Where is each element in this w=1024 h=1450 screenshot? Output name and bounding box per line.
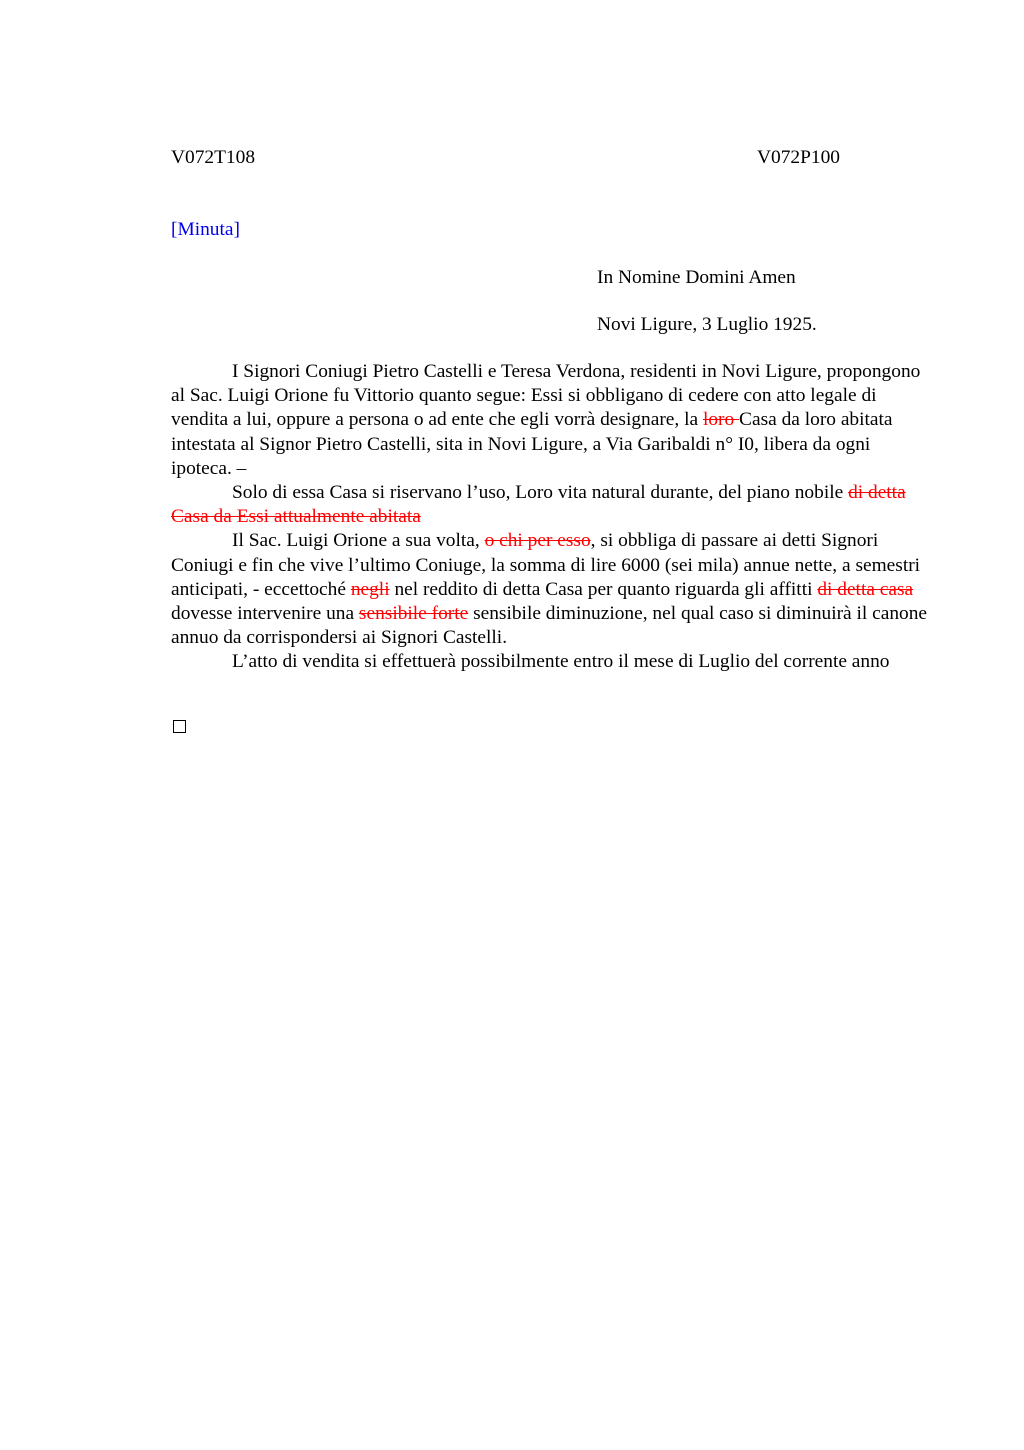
deleted-text: loro [702, 409, 740, 431]
deleted-text: o chi per esso [484, 530, 591, 552]
paragraph-3 [171, 529, 931, 650]
header-right-code: V072P100 [757, 147, 840, 168]
deleted-text: di detta Casa da Essi attualmente abitata [171, 482, 906, 528]
invocation-line: In Nomine Domini Amen [597, 267, 796, 288]
text-run: I Signori Coniugi Pietro Castelli e Teresa Verdona, residenti in Novi Ligure, propongono al Sac. Luigi Orione fu Vittorio quanto segue: Essi si obbligano di cedere con atto legale di vendita a lui, oppure a persona o ad ente che egli vorrà designare, la [171, 361, 921, 431]
minuta-label: [Minuta] [171, 219, 240, 240]
paragraph-1 [171, 360, 931, 481]
end-marker-box [173, 720, 186, 733]
text-run: , si obbliga di passare ai detti Signori Coniugi e fin che vive l’ultimo Coniuge, la somma di lire 6000 (sei mila) annue nette, a semestri anticipati, - eccettoché [171, 530, 921, 600]
text-run: L’atto di vendita si effettuerà possibilmente entro il mese di Luglio del corrente anno [232, 651, 890, 673]
text-run: dovesse intervenire una [171, 603, 359, 625]
text-run: Casa da loro abitata intestata al Signor Pietro Castelli, sita in Novi Ligure, a Via Garibaldi n° I0, libera da ogni ipoteca. – [171, 409, 893, 479]
header-left-code: V072T108 [171, 147, 256, 168]
document-body [171, 360, 931, 675]
text-run: Il Sac. Luigi Orione a sua volta, [232, 530, 485, 552]
place-date-line: Novi Ligure, 3 Luglio 1925. [597, 314, 817, 335]
deleted-text: sensibile forte [358, 603, 469, 625]
text-run: nel reddito di detta Casa per quanto riguarda gli affitti [389, 578, 818, 600]
text-run: Solo di essa Casa si riservano l’uso, Loro vita natural durante, del piano nobile [232, 482, 849, 504]
paragraph-4 [171, 650, 931, 674]
paragraph-2 [171, 481, 931, 529]
text-run: sensibile diminuzione, nel qual caso si diminuirà il canone annuo da corrispondersi ai Signori Castelli. [171, 603, 928, 649]
deleted-text: negli [350, 578, 390, 600]
deleted-text: di detta casa [817, 578, 914, 600]
